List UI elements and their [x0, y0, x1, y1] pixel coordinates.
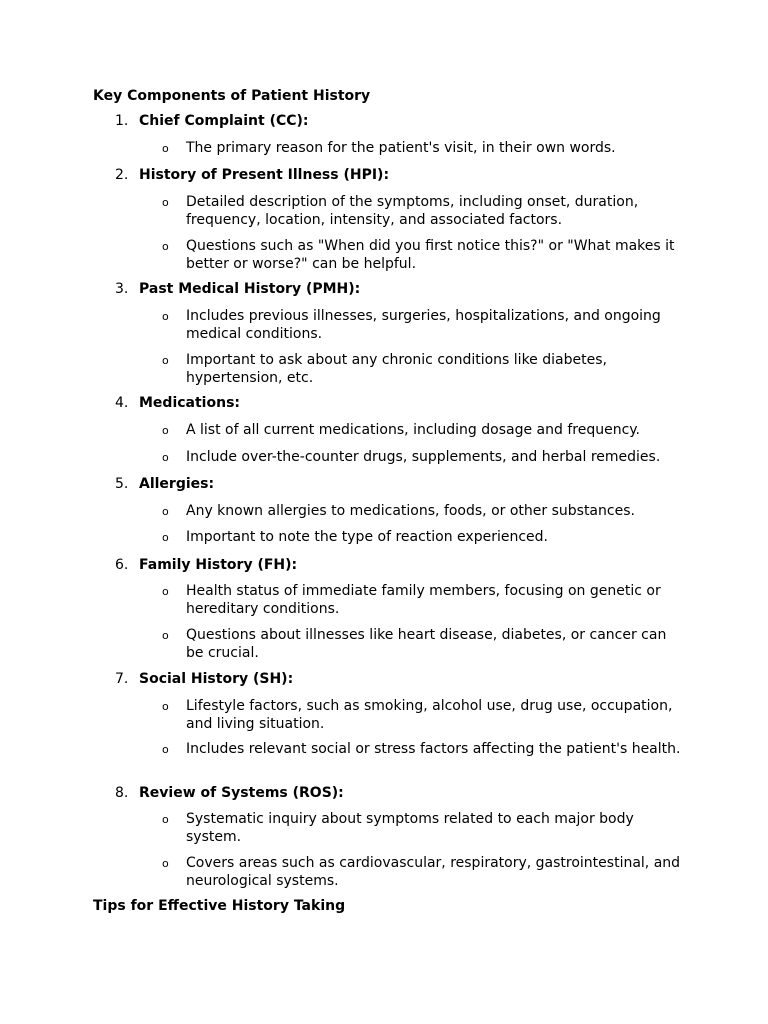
bullet-marker: o: [162, 743, 169, 756]
heading-key-components: Key Components of Patient History: [93, 88, 371, 104]
bullet-text: Include over-the-counter drugs, supplements, and herbal remedies.: [186, 449, 661, 465]
section-number: 7.: [115, 671, 129, 687]
bullet-marker: o: [162, 700, 169, 713]
section-title: Chief Complaint (CC):: [139, 113, 309, 129]
section-number: 2.: [115, 167, 129, 183]
bullet-text: Questions such as "When did you first notice this?" or "What makes it better or worse?" can be helpful.: [186, 238, 675, 272]
bullet-marker: o: [162, 196, 169, 209]
section-number: 6.: [115, 557, 129, 573]
heading-tips: Tips for Effective History Taking: [93, 898, 346, 914]
bullet-marker: o: [162, 310, 169, 323]
section-title: History of Present Illness (HPI):: [139, 167, 390, 183]
bullet-marker: o: [162, 505, 169, 518]
bullet-marker: o: [162, 451, 169, 464]
section-title: Review of Systems (ROS):: [139, 785, 344, 801]
section-number: 8.: [115, 785, 129, 801]
section-number: 1.: [115, 113, 129, 129]
bullet-text: Includes relevant social or stress factors affecting the patient's health.: [186, 741, 681, 757]
bullet-text: Detailed description of the symptoms, including onset, duration, frequency, location, intensity, and associated factors.: [186, 194, 639, 228]
bullet-marker: o: [162, 240, 169, 253]
bullet-text: Any known allergies to medications, foods, or other substances.: [186, 503, 635, 519]
bullet-marker: o: [162, 531, 169, 544]
bullet-marker: o: [162, 354, 169, 367]
bullet-text: Includes previous illnesses, surgeries, hospitalizations, and ongoing medical conditions.: [186, 308, 661, 342]
bullet-text: Questions about illnesses like heart disease, diabetes, or cancer can be crucial.: [186, 627, 667, 661]
bullet-marker: o: [162, 857, 169, 870]
bullet-marker: o: [162, 813, 169, 826]
section-title: Allergies:: [139, 476, 215, 492]
bullet-marker: o: [162, 424, 169, 437]
section-title: Social History (SH):: [139, 671, 294, 687]
section-title: Medications:: [139, 395, 241, 411]
bullet-text: Covers areas such as cardiovascular, respiratory, gastrointestinal, and neurological systems.: [186, 855, 681, 889]
bullet-text: Systematic inquiry about symptoms related to each major body system.: [186, 811, 634, 845]
bullet-text: Important to ask about any chronic conditions like diabetes, hypertension, etc.: [186, 352, 607, 386]
bullet-text: Lifestyle factors, such as smoking, alcohol use, drug use, occupation, and living situation.: [186, 698, 673, 732]
section-number: 4.: [115, 395, 129, 411]
bullet-text: Health status of immediate family members, focusing on genetic or hereditary conditions.: [186, 583, 661, 617]
bullet-text: The primary reason for the patient's visit, in their own words.: [186, 140, 616, 156]
bullet-text: Important to note the type of reaction experienced.: [186, 529, 548, 545]
bullet-marker: o: [162, 629, 169, 642]
bullet-text: A list of all current medications, including dosage and frequency.: [186, 422, 641, 438]
bullet-marker: o: [162, 585, 169, 598]
section-number: 3.: [115, 281, 129, 297]
section-title: Past Medical History (PMH):: [139, 281, 361, 297]
bullet-marker: o: [162, 142, 169, 155]
section-number: 5.: [115, 476, 129, 492]
section-title: Family History (FH):: [139, 557, 298, 573]
